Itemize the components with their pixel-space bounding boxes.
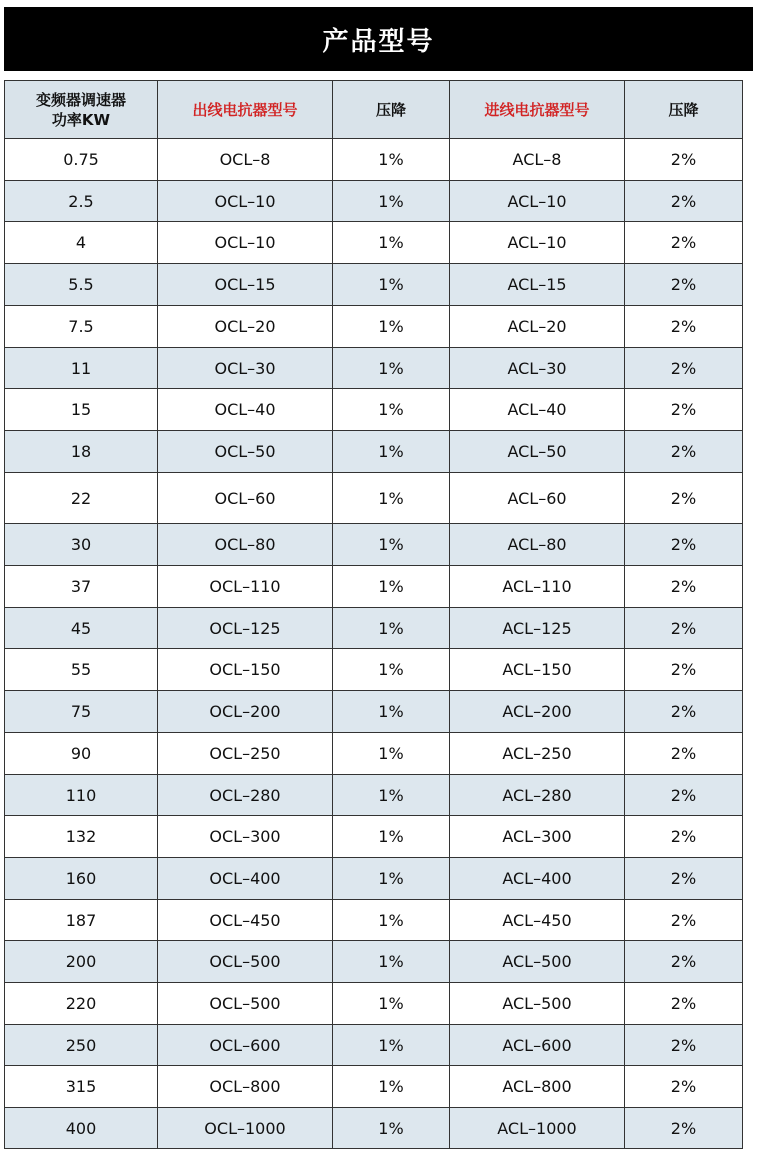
- power-kw-cell: 400: [5, 1108, 158, 1149]
- table-row: [5, 348, 743, 389]
- output-voltage-drop-cell: 1%: [333, 306, 450, 348]
- input-voltage-drop-cell: 2%: [625, 1025, 743, 1066]
- input-voltage-drop-cell: 2%: [625, 983, 743, 1025]
- input-voltage-drop-cell: 2%: [625, 566, 743, 608]
- input-reactor-model-cell: ACL–20: [450, 306, 625, 348]
- input-reactor-model-cell: ACL–280: [450, 775, 625, 816]
- output-voltage-drop-cell: 1%: [333, 1025, 450, 1066]
- table-row: [5, 222, 743, 264]
- output-voltage-drop-cell: 1%: [333, 222, 450, 264]
- table-row: [5, 649, 743, 691]
- output-reactor-model-cell: OCL–500: [158, 983, 333, 1025]
- power-kw-cell: 7.5: [5, 306, 158, 348]
- output-voltage-drop-cell: 1%: [333, 181, 450, 222]
- page-title: 产品型号: [4, 7, 753, 71]
- output-reactor-model-cell: OCL–15: [158, 264, 333, 306]
- table-row: [5, 306, 743, 348]
- output-voltage-drop-cell: 1%: [333, 566, 450, 608]
- power-kw-cell: 160: [5, 858, 158, 900]
- header-output-voltage-drop: 压降: [333, 81, 450, 139]
- table-row: [5, 858, 743, 900]
- header-power-kw-line2: 功率KW: [51, 110, 111, 129]
- table-row: [5, 733, 743, 775]
- output-reactor-model-cell: OCL–20: [158, 306, 333, 348]
- header-input-voltage-drop: 压降: [625, 81, 743, 139]
- input-reactor-model-cell: ACL–10: [450, 222, 625, 264]
- output-reactor-model-cell: OCL–250: [158, 733, 333, 775]
- input-reactor-model-cell: ACL–1000: [450, 1108, 625, 1149]
- input-voltage-drop-cell: 2%: [625, 524, 743, 566]
- input-voltage-drop-cell: 2%: [625, 181, 743, 222]
- output-reactor-model-cell: OCL–800: [158, 1066, 333, 1108]
- input-voltage-drop-cell: 2%: [625, 775, 743, 816]
- input-reactor-model-cell: ACL–250: [450, 733, 625, 775]
- power-kw-cell: 220: [5, 983, 158, 1025]
- output-reactor-model-cell: OCL–40: [158, 389, 333, 431]
- power-kw-cell: 15: [5, 389, 158, 431]
- product-model-table: [4, 80, 743, 1149]
- table-row: [5, 941, 743, 983]
- table-row: [5, 775, 743, 816]
- table-row: [5, 900, 743, 941]
- input-reactor-model-cell: ACL–600: [450, 1025, 625, 1066]
- input-reactor-model-cell: ACL–450: [450, 900, 625, 941]
- header-input-reactor-model: 进线电抗器型号: [450, 81, 625, 139]
- power-kw-cell: 2.5: [5, 181, 158, 222]
- power-kw-cell: 30: [5, 524, 158, 566]
- power-kw-cell: 37: [5, 566, 158, 608]
- input-voltage-drop-cell: 2%: [625, 431, 743, 473]
- input-reactor-model-cell: ACL–125: [450, 608, 625, 649]
- table-row: [5, 608, 743, 649]
- table-row: [5, 139, 743, 181]
- output-reactor-model-cell: OCL–150: [158, 649, 333, 691]
- output-reactor-model-cell: OCL–30: [158, 348, 333, 389]
- input-reactor-model-cell: ACL–8: [450, 139, 625, 181]
- output-voltage-drop-cell: 1%: [333, 983, 450, 1025]
- table-row: [5, 473, 743, 524]
- output-voltage-drop-cell: 1%: [333, 348, 450, 389]
- output-reactor-model-cell: OCL–60: [158, 473, 333, 524]
- power-kw-cell: 315: [5, 1066, 158, 1108]
- output-reactor-model-cell: OCL–1000: [158, 1108, 333, 1149]
- power-kw-cell: 200: [5, 941, 158, 983]
- output-voltage-drop-cell: 1%: [333, 649, 450, 691]
- input-reactor-model-cell: ACL–40: [450, 389, 625, 431]
- input-voltage-drop-cell: 2%: [625, 816, 743, 858]
- power-kw-cell: 11: [5, 348, 158, 389]
- output-voltage-drop-cell: 1%: [333, 900, 450, 941]
- output-reactor-model-cell: OCL–80: [158, 524, 333, 566]
- output-reactor-model-cell: OCL–125: [158, 608, 333, 649]
- output-voltage-drop-cell: 1%: [333, 858, 450, 900]
- table-row: [5, 524, 743, 566]
- output-reactor-model-cell: OCL–50: [158, 431, 333, 473]
- table-header: [5, 81, 743, 139]
- output-reactor-model-cell: OCL–8: [158, 139, 333, 181]
- table-row: [5, 691, 743, 733]
- output-reactor-model-cell: OCL–200: [158, 691, 333, 733]
- input-voltage-drop-cell: 2%: [625, 222, 743, 264]
- output-voltage-drop-cell: 1%: [333, 524, 450, 566]
- input-reactor-model-cell: ACL–50: [450, 431, 625, 473]
- power-kw-cell: 22: [5, 473, 158, 524]
- table-row: [5, 816, 743, 858]
- input-voltage-drop-cell: 2%: [625, 139, 743, 181]
- power-kw-cell: 110: [5, 775, 158, 816]
- output-voltage-drop-cell: 1%: [333, 264, 450, 306]
- power-kw-cell: 55: [5, 649, 158, 691]
- power-kw-cell: 0.75: [5, 139, 158, 181]
- input-voltage-drop-cell: 2%: [625, 473, 743, 524]
- input-reactor-model-cell: ACL–15: [450, 264, 625, 306]
- table-row: [5, 264, 743, 306]
- table-row: [5, 1025, 743, 1066]
- output-voltage-drop-cell: 1%: [333, 1066, 450, 1108]
- output-voltage-drop-cell: 1%: [333, 608, 450, 649]
- output-reactor-model-cell: OCL–400: [158, 858, 333, 900]
- output-reactor-model-cell: OCL–280: [158, 775, 333, 816]
- header-power-kw-line1: 变频器调速器: [35, 90, 126, 109]
- output-voltage-drop-cell: 1%: [333, 733, 450, 775]
- power-kw-cell: 132: [5, 816, 158, 858]
- input-voltage-drop-cell: 2%: [625, 306, 743, 348]
- input-reactor-model-cell: ACL–500: [450, 983, 625, 1025]
- input-reactor-model-cell: ACL–200: [450, 691, 625, 733]
- input-reactor-model-cell: ACL–60: [450, 473, 625, 524]
- output-reactor-model-cell: OCL–10: [158, 181, 333, 222]
- table-row: [5, 983, 743, 1025]
- output-reactor-model-cell: OCL–450: [158, 900, 333, 941]
- output-reactor-model-cell: OCL–500: [158, 941, 333, 983]
- output-voltage-drop-cell: 1%: [333, 941, 450, 983]
- table-row: [5, 1108, 743, 1149]
- input-voltage-drop-cell: 2%: [625, 858, 743, 900]
- input-voltage-drop-cell: 2%: [625, 389, 743, 431]
- output-voltage-drop-cell: 1%: [333, 473, 450, 524]
- input-voltage-drop-cell: 2%: [625, 608, 743, 649]
- header-row: [5, 81, 743, 139]
- input-voltage-drop-cell: 2%: [625, 1108, 743, 1149]
- output-voltage-drop-cell: 1%: [333, 431, 450, 473]
- input-reactor-model-cell: ACL–30: [450, 348, 625, 389]
- input-reactor-model-cell: ACL–300: [450, 816, 625, 858]
- output-reactor-model-cell: OCL–600: [158, 1025, 333, 1066]
- output-voltage-drop-cell: 1%: [333, 139, 450, 181]
- power-kw-cell: 187: [5, 900, 158, 941]
- input-voltage-drop-cell: 2%: [625, 264, 743, 306]
- output-voltage-drop-cell: 1%: [333, 691, 450, 733]
- output-reactor-model-cell: OCL–10: [158, 222, 333, 264]
- header-power-kw: [5, 81, 158, 139]
- power-kw-cell: 4: [5, 222, 158, 264]
- table-row: [5, 181, 743, 222]
- table-row: [5, 1066, 743, 1108]
- power-kw-cell: 90: [5, 733, 158, 775]
- table-row: [5, 566, 743, 608]
- input-reactor-model-cell: ACL–800: [450, 1066, 625, 1108]
- power-kw-cell: 5.5: [5, 264, 158, 306]
- output-voltage-drop-cell: 1%: [333, 816, 450, 858]
- input-reactor-model-cell: ACL–500: [450, 941, 625, 983]
- table-row: [5, 431, 743, 473]
- power-kw-cell: 75: [5, 691, 158, 733]
- input-reactor-model-cell: ACL–10: [450, 181, 625, 222]
- output-voltage-drop-cell: 1%: [333, 775, 450, 816]
- input-reactor-model-cell: ACL–80: [450, 524, 625, 566]
- input-reactor-model-cell: ACL–400: [450, 858, 625, 900]
- output-reactor-model-cell: OCL–110: [158, 566, 333, 608]
- input-reactor-model-cell: ACL–150: [450, 649, 625, 691]
- input-voltage-drop-cell: 2%: [625, 733, 743, 775]
- power-kw-cell: 45: [5, 608, 158, 649]
- power-kw-cell: 250: [5, 1025, 158, 1066]
- input-voltage-drop-cell: 2%: [625, 941, 743, 983]
- output-reactor-model-cell: OCL–300: [158, 816, 333, 858]
- input-reactor-model-cell: ACL–110: [450, 566, 625, 608]
- output-voltage-drop-cell: 1%: [333, 1108, 450, 1149]
- input-voltage-drop-cell: 2%: [625, 348, 743, 389]
- input-voltage-drop-cell: 2%: [625, 649, 743, 691]
- input-voltage-drop-cell: 2%: [625, 691, 743, 733]
- table-body: [5, 139, 743, 1149]
- input-voltage-drop-cell: 2%: [625, 900, 743, 941]
- input-voltage-drop-cell: 2%: [625, 1066, 743, 1108]
- table-row: [5, 389, 743, 431]
- output-voltage-drop-cell: 1%: [333, 389, 450, 431]
- header-output-reactor-model: 出线电抗器型号: [158, 81, 333, 139]
- power-kw-cell: 18: [5, 431, 158, 473]
